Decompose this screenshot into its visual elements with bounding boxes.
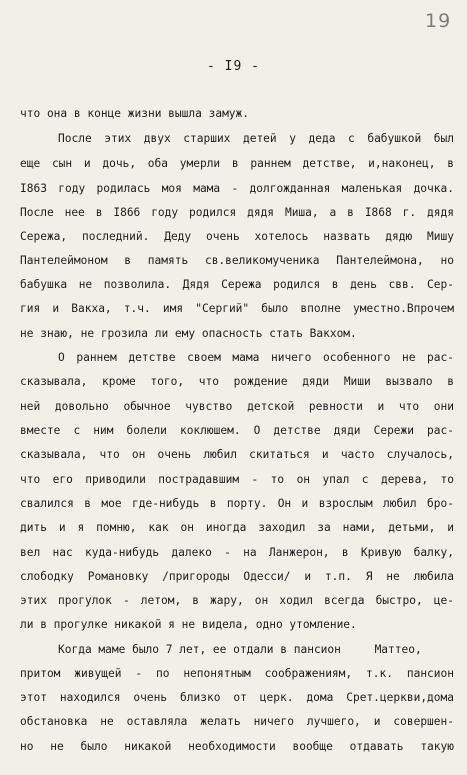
text-line: После этих двух старших детей у деда с бабушкой был [58, 132, 454, 145]
text-line: ней довольно обычное чувство детской ревности и что они [20, 400, 454, 413]
text-line: сказывала, что он очень любил скитаться и часто случалось, [20, 448, 454, 461]
text-line: притом живущей - по непонятным соображениям, т.к. пансион [20, 667, 454, 680]
text-line: дить и я помню, как он иногда заходил за нами, детьми, и [20, 521, 454, 534]
text-line: После нее в I866 году родился дядя Миша, а в I868 г. дядя [20, 206, 454, 219]
text-line: гия и Вакха, т.ч. имя "Сергий" было вполне уместно.Впрочем [20, 302, 454, 315]
text-line: вместе с ним болели коклюшем. О детстве дяди Сережи рас- [20, 424, 454, 437]
text-line: не знаю, не грозила ли ему опасность стать Вакхом. [20, 327, 357, 340]
text-line: Пантелеймоном в память св.великомученика Пантелеймона, но [20, 254, 454, 267]
text-line: что она в конце жизни вышла замуж. [20, 107, 250, 120]
text-line: еще сын и дочь, оба умерли в раннем детстве, и,наконец, в [20, 157, 454, 170]
handwritten-folio-number: 19 [425, 10, 452, 32]
text-line: обстановка не оставляла желать ничего лучшего, и совершен- [20, 715, 454, 728]
text-line: Когда маме было 7 лет, ее отдали в пансион Маттео, [58, 643, 422, 656]
text-line: этот находился очень близко от церк. дома Срет.церкви,дома [20, 691, 454, 704]
text-line: сказывала, кроме того, что рождение дяди Миши вызвало в [20, 375, 454, 388]
text-line: Сережа, последний. Деду очень хотелось назвать дядю Мишу [20, 230, 454, 243]
text-line: I863 году родилась моя мама - долгожданная маленькая дочка. [20, 182, 454, 195]
text-line: ли в прогулке никакой я не видела, одно утомление. [20, 618, 357, 631]
text-line: вел нас куда-нибудь далеко - на Ланжерон, в Кривую балку, [20, 546, 454, 559]
text-line: слободку Романовку /пригороды Одесси/ и т.п. Я не любила [20, 570, 454, 583]
text-line: свалился в мое где-нибудь в порту. Он и взрослым любил бро- [20, 497, 454, 510]
page-number: - I9 - [207, 59, 260, 74]
text-line: что его приводили пострадавшим - то он упал с дерева, то [20, 473, 454, 486]
text-line: бабушка не позволила. Дядя Сережа родился в день свв. Сер- [20, 278, 454, 291]
text-line: О раннем детстве своем мама ничего особенного не рас- [58, 351, 454, 364]
text-line: но не было никакой необходимости вообще отдавать такую [20, 740, 454, 753]
text-line: этих прогулок - летом, в жару, он ходил всегда быстро, це- [20, 594, 454, 607]
